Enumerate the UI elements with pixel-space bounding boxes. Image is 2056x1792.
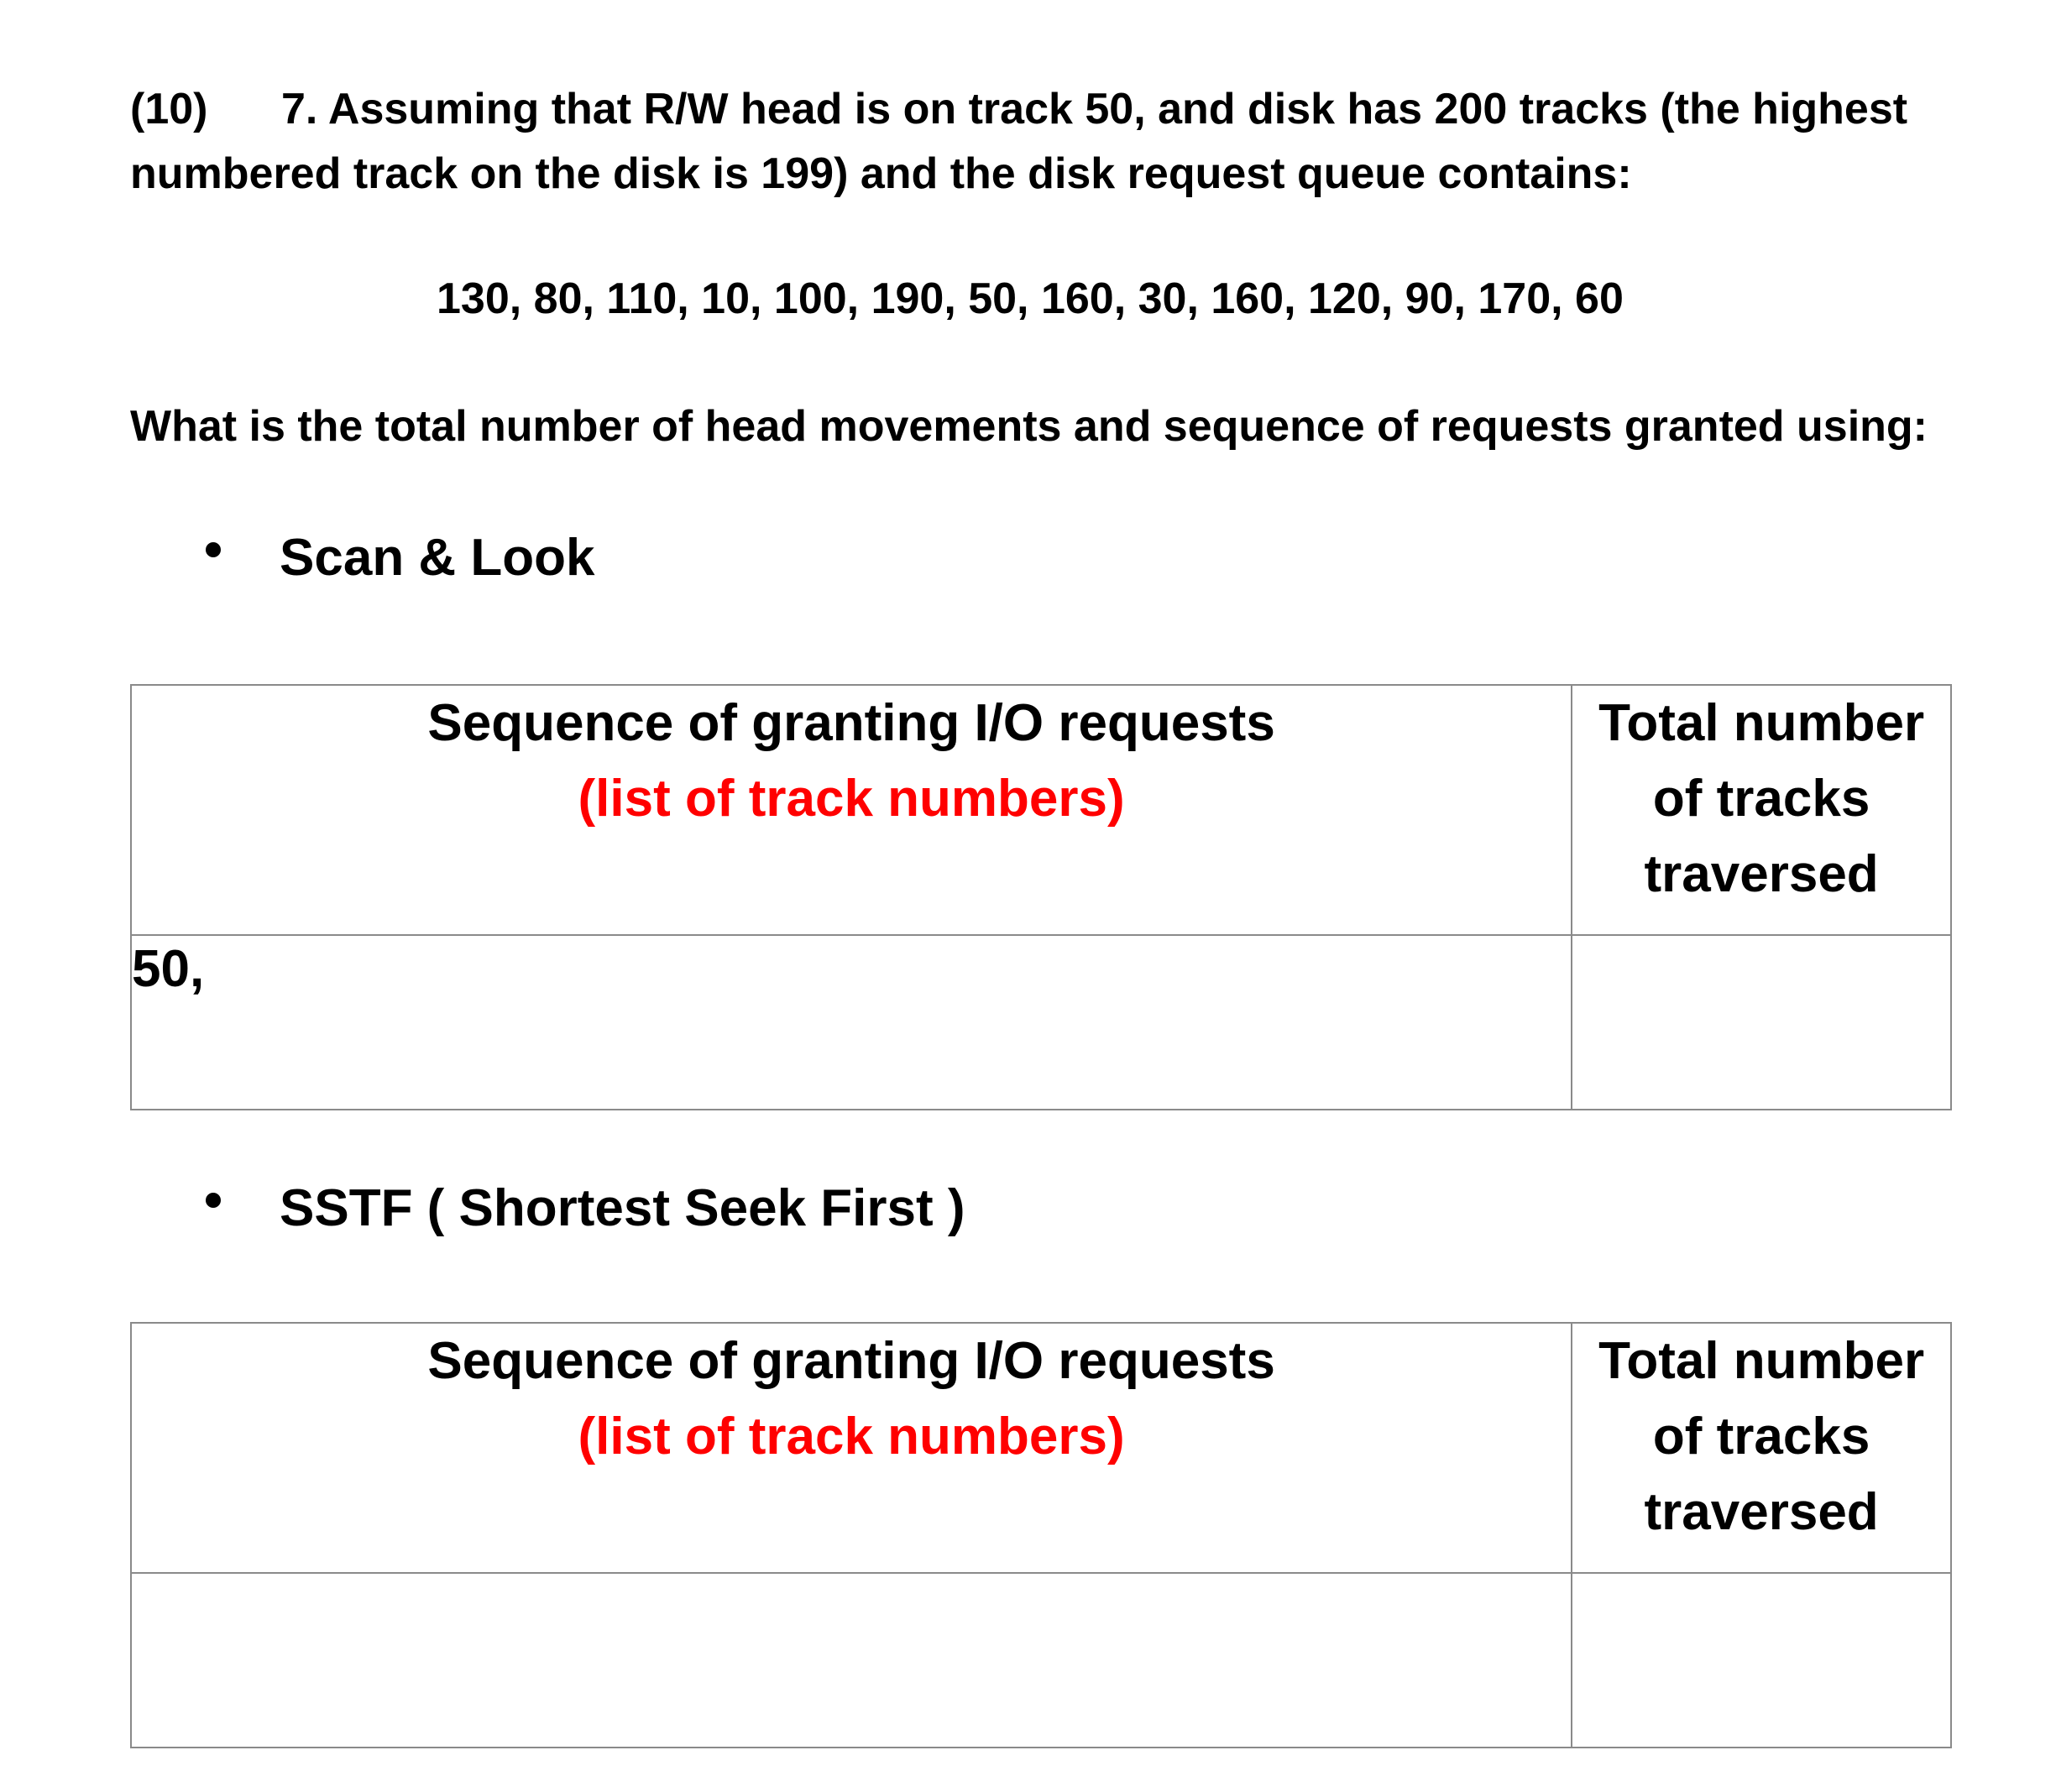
section-title: Scan & Look [280, 529, 595, 587]
total-answer-cell[interactable] [1572, 935, 1951, 1110]
total-header-cell [1572, 1323, 1951, 1573]
question-prompt: What is the total number of head movements and sequence of requests granted using: [130, 402, 1928, 451]
section-scan-look-title [206, 525, 595, 592]
sequence-answer-cell[interactable] [131, 1573, 1572, 1748]
sequence-subheader: (list of track numbers) [578, 770, 1125, 828]
table-header-row [131, 685, 1951, 935]
section-sstf-title [206, 1175, 965, 1242]
sequence-header-cell [131, 1323, 1572, 1573]
sequence-header: Sequence of granting I/O requests [427, 694, 1275, 752]
sequence-header: Sequence of granting I/O requests [427, 1332, 1275, 1390]
section-title: SSTF ( Shortest Seek First ) [280, 1179, 965, 1237]
sequence-answer-cell[interactable]: 50, [131, 935, 1572, 1110]
table-answer-row [131, 1573, 1951, 1748]
sequence-subheader: (list of track numbers) [578, 1408, 1125, 1465]
table-header-row [131, 1323, 1951, 1573]
question-body: 7. Assuming that R/W head is on track 50, and disk has 200 tracks (the highest numbered track on the disk is 199) and the disk request queue contains: [130, 85, 1908, 198]
total-answer-cell[interactable] [1572, 1573, 1951, 1748]
total-header-cell [1572, 685, 1951, 935]
request-queue: 130, 80, 110, 10, 100, 190, 50, 160, 30, 160, 120, 90, 170, 60 [437, 274, 1624, 323]
total-header: Total number of tracks traversed [1598, 694, 1925, 903]
sequence-header-cell [131, 685, 1572, 935]
bullet-icon [206, 1193, 221, 1208]
question-text [130, 77, 1960, 206]
total-header: Total number of tracks traversed [1598, 1332, 1925, 1541]
scan-look-answer-table [130, 684, 1952, 1110]
question-points: (10) [130, 85, 208, 133]
sstf-answer-table [130, 1322, 1952, 1748]
bullet-icon [206, 542, 221, 557]
table-answer-row [131, 935, 1951, 1110]
